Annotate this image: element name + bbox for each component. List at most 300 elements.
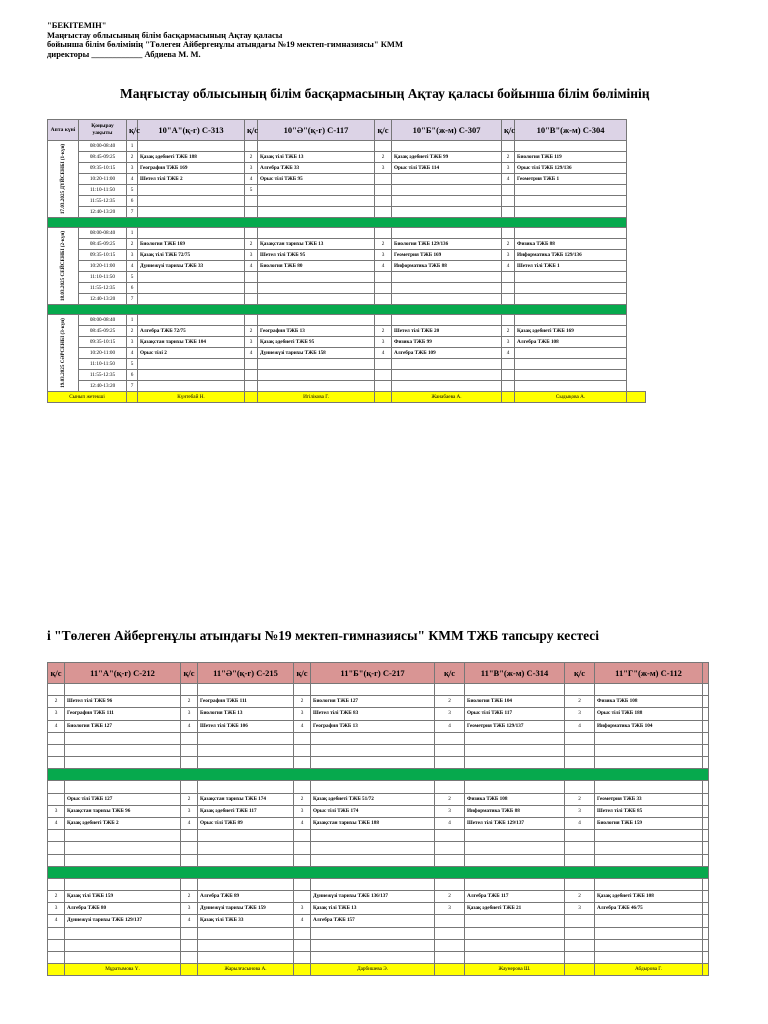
lesson-number: 2	[48, 890, 65, 902]
lesson-number	[375, 294, 392, 305]
lesson-number	[181, 951, 198, 963]
table-row	[48, 720, 709, 732]
lesson-number: 2	[375, 326, 392, 337]
day-label: 17.03.2025 ДҮЙСЕНБІ (1-күн)	[60, 143, 66, 215]
lesson-number-header: қ/с	[565, 663, 595, 684]
lesson-number	[565, 781, 595, 793]
table-row	[48, 283, 646, 294]
lesson-cell	[258, 272, 375, 283]
table-row	[48, 315, 646, 326]
lesson-number: 4	[375, 348, 392, 359]
signature-spacer	[435, 964, 465, 976]
lesson-number	[375, 196, 392, 207]
lesson-number: 2	[245, 239, 258, 250]
lesson-cell	[465, 732, 565, 744]
signature-spacer	[127, 392, 138, 403]
day-column-header: Апта күні	[48, 120, 79, 141]
lesson-number	[294, 757, 311, 769]
lesson-cell: Биология ТЖБ 104	[465, 696, 565, 708]
signature-spacer	[181, 964, 198, 976]
lesson-cell	[198, 927, 294, 939]
class-header: 11"В"(ж-м) С-314	[465, 663, 565, 684]
lesson-cell	[65, 830, 181, 842]
lesson-cell: Шетел тілі ТЖБ 129/137	[465, 817, 565, 829]
class-teacher-name: Жаунерова Ш.	[465, 964, 565, 976]
lesson-cell	[138, 283, 245, 294]
lesson-cell	[311, 744, 435, 756]
lesson-number: 2	[435, 696, 465, 708]
lesson-number-header: қ/с	[502, 120, 515, 141]
lesson-number	[48, 842, 65, 854]
bell-time-header: Қоңырау уақыты	[79, 120, 127, 141]
lesson-number	[375, 228, 392, 239]
lesson-cell	[465, 781, 565, 793]
lesson-number	[502, 370, 515, 381]
lesson-number	[565, 830, 595, 842]
lesson-cell	[198, 939, 294, 951]
lesson-cell: Қазақ тілі ТЖБ 13	[258, 152, 375, 163]
lesson-cell	[595, 878, 703, 890]
lesson-cell: Биология ТЖБ 127	[65, 720, 181, 732]
lesson-number: 3	[565, 708, 595, 720]
edge-cell	[703, 927, 709, 939]
lesson-number	[502, 272, 515, 283]
lesson-number	[502, 141, 515, 152]
lesson-number: 2	[127, 326, 138, 337]
edge-cell	[703, 964, 709, 976]
lesson-number: 3	[294, 805, 311, 817]
table-row	[48, 951, 709, 963]
lesson-cell	[65, 927, 181, 939]
lesson-number	[565, 939, 595, 951]
lesson-number: 4	[181, 817, 198, 829]
table-row	[48, 757, 709, 769]
lesson-number: 4	[435, 817, 465, 829]
lesson-number	[565, 951, 595, 963]
lesson-cell: Шетел тілі ТЖБ 20	[392, 326, 502, 337]
table-row	[48, 163, 646, 174]
edge-cell	[703, 805, 709, 817]
lesson-cell	[515, 370, 627, 381]
lesson-number: 2	[294, 696, 311, 708]
table-row	[48, 207, 646, 218]
lesson-number: 2	[181, 793, 198, 805]
lesson-cell	[392, 294, 502, 305]
lesson-cell	[515, 207, 627, 218]
lesson-cell: Қазақ әдебиеті ТЖБ 21	[465, 903, 565, 915]
lesson-number: 2	[375, 152, 392, 163]
day-separator-row	[48, 305, 646, 315]
bell-time: 10:20-11:00	[79, 174, 127, 185]
lesson-cell: География ТЖБ 111	[65, 708, 181, 720]
lesson-number	[435, 854, 465, 866]
lesson-number	[48, 830, 65, 842]
lesson-cell	[198, 830, 294, 842]
lesson-cell: Информатика ТЖБ 88	[392, 261, 502, 272]
lesson-cell: Биология ТЖБ 129/136	[392, 239, 502, 250]
lesson-number: 3	[181, 805, 198, 817]
lesson-cell	[515, 359, 627, 370]
lesson-number	[294, 830, 311, 842]
lesson-number: 4	[127, 174, 138, 185]
signature-spacer	[48, 964, 65, 976]
lesson-cell	[595, 684, 703, 696]
lesson-cell: Дүниежүзі тарихы ТЖБ 136/137	[311, 890, 435, 902]
lesson-number	[245, 272, 258, 283]
lesson-cell: Қазақстан тарихы ТЖБ 104	[138, 337, 245, 348]
lesson-cell	[138, 185, 245, 196]
lesson-number: 3	[127, 163, 138, 174]
lesson-cell	[311, 757, 435, 769]
lesson-number	[435, 915, 465, 927]
lesson-number: 4	[502, 261, 515, 272]
lesson-number: 2	[294, 793, 311, 805]
lesson-cell	[392, 185, 502, 196]
lesson-cell	[258, 315, 375, 326]
edge-cell	[703, 732, 709, 744]
lesson-cell: Шетел тілі ТЖБ 95	[258, 250, 375, 261]
lesson-number	[375, 174, 392, 185]
lesson-number	[245, 228, 258, 239]
lesson-number: 4	[502, 174, 515, 185]
lesson-number	[245, 141, 258, 152]
lesson-cell	[392, 359, 502, 370]
table-row	[48, 696, 709, 708]
separator-cell	[48, 769, 709, 781]
lesson-number	[375, 141, 392, 152]
lesson-cell	[311, 684, 435, 696]
class-header: 10"А"(қ-г) С-313	[138, 120, 245, 141]
lesson-cell	[138, 381, 245, 392]
lesson-cell	[311, 781, 435, 793]
bell-time: 11:10-11:50	[79, 359, 127, 370]
table-row	[48, 326, 646, 337]
lesson-cell: Биология ТЖБ 169	[138, 239, 245, 250]
class-teacher-name: Дарбишева Э.	[311, 964, 435, 976]
lesson-number: 3	[294, 708, 311, 720]
class-header: 11"Б"(қ-г) С-217	[311, 663, 435, 684]
lesson-cell	[258, 381, 375, 392]
day-label-cell	[48, 228, 79, 305]
class-header: 11"Ә"(қ-г) С-215	[198, 663, 294, 684]
edge-cell	[703, 696, 709, 708]
lesson-cell: Шетел тілі ТЖБ 83	[311, 708, 435, 720]
lesson-number	[294, 890, 311, 902]
lesson-cell: Шетел тілі ТЖБ 96	[65, 696, 181, 708]
lesson-cell: Шетел тілі ТЖБ 85	[595, 805, 703, 817]
lesson-number	[48, 757, 65, 769]
lesson-cell	[465, 915, 565, 927]
lesson-number: 7	[127, 207, 138, 218]
bell-time: 11:10-11:50	[79, 185, 127, 196]
table-row	[48, 141, 646, 152]
lesson-cell: Алгебра ТЖБ 89	[198, 890, 294, 902]
table-row	[48, 261, 646, 272]
lesson-cell	[258, 207, 375, 218]
lesson-number	[294, 744, 311, 756]
lesson-cell	[465, 830, 565, 842]
edge-cell	[703, 939, 709, 951]
lesson-cell: Алгебра ТЖБ 46/75	[595, 903, 703, 915]
table-row	[48, 830, 709, 842]
lesson-cell	[595, 781, 703, 793]
edge-cell	[703, 781, 709, 793]
schedule-title-part2: і "Төлеген Айбергенұлы атындағы №19 мектеп-гимназиясы" КММ ТЖБ тапсыру кестесі	[47, 628, 599, 643]
lesson-cell	[515, 228, 627, 239]
lesson-cell: Орыс тілі ТЖБ 114	[392, 163, 502, 174]
lesson-cell: Информатика ТЖБ 129/136	[515, 250, 627, 261]
lesson-cell	[465, 757, 565, 769]
table-row	[48, 381, 646, 392]
lesson-cell	[311, 854, 435, 866]
lesson-number: 3	[48, 805, 65, 817]
lesson-cell: Дүниежүзі тарихы ТЖБ 159	[198, 903, 294, 915]
lesson-number	[181, 878, 198, 890]
lesson-number: 1	[127, 315, 138, 326]
lesson-cell: Биология ТЖБ 80	[258, 261, 375, 272]
lesson-number: 6	[127, 196, 138, 207]
lesson-cell: Информатика ТЖБ 104	[595, 720, 703, 732]
table-row	[48, 294, 646, 305]
lesson-cell	[465, 939, 565, 951]
lesson-number	[294, 939, 311, 951]
lesson-number: 2	[565, 793, 595, 805]
table-row	[48, 174, 646, 185]
lesson-cell	[138, 207, 245, 218]
lesson-number	[502, 207, 515, 218]
lesson-cell	[595, 939, 703, 951]
lesson-cell	[258, 196, 375, 207]
lesson-cell	[595, 842, 703, 854]
lesson-number	[502, 196, 515, 207]
edge-cell	[703, 744, 709, 756]
lesson-cell	[198, 744, 294, 756]
lesson-number: 4	[245, 348, 258, 359]
schedule-title-part1: Маңғыстау облысының білім басқармасының Ақтау қаласы бойынша білім бөлімінің	[120, 86, 650, 101]
table-row	[48, 817, 709, 829]
lesson-cell	[465, 951, 565, 963]
table-row	[48, 793, 709, 805]
lesson-number	[48, 781, 65, 793]
edge-cell	[703, 720, 709, 732]
lesson-number: 3	[502, 250, 515, 261]
table-row	[48, 370, 646, 381]
lesson-number: 4	[127, 261, 138, 272]
lesson-cell	[138, 272, 245, 283]
lesson-number: 4	[245, 261, 258, 272]
lesson-number	[48, 939, 65, 951]
lesson-cell	[138, 359, 245, 370]
lesson-cell	[258, 370, 375, 381]
lesson-number: 3	[502, 337, 515, 348]
lesson-number: 4	[48, 915, 65, 927]
lesson-cell	[198, 854, 294, 866]
lesson-cell: Алгебра ТЖБ 157	[311, 915, 435, 927]
lesson-number	[565, 854, 595, 866]
lesson-cell: Орыс тілі 2	[138, 348, 245, 359]
lesson-cell: Қазақстан тарихы ТЖБ 174	[198, 793, 294, 805]
lesson-cell	[65, 951, 181, 963]
lesson-cell: Қазақстан тарихы ТЖБ 96	[65, 805, 181, 817]
edge-cell	[703, 684, 709, 696]
lesson-number	[375, 381, 392, 392]
lesson-number-header: қ/с	[245, 120, 258, 141]
separator-cell	[48, 866, 709, 878]
signature-row	[48, 964, 709, 976]
lesson-cell	[392, 141, 502, 152]
lesson-number: 3	[245, 337, 258, 348]
bell-time: 08:45-09:25	[79, 239, 127, 250]
lesson-cell	[198, 842, 294, 854]
lesson-number: 4	[181, 720, 198, 732]
approval-line: бойынша білім бөлімінің "Төлеген Айбергенұлы атындағы №19 мектеп-гимназиясы" КММ	[47, 39, 403, 49]
table-row	[48, 854, 709, 866]
lesson-cell: Биология ТЖБ 159	[595, 817, 703, 829]
lesson-number-header: қ/с	[294, 663, 311, 684]
bell-time: 09:35-10:15	[79, 163, 127, 174]
lesson-number: 3	[435, 805, 465, 817]
lesson-cell	[311, 951, 435, 963]
lesson-number	[565, 684, 595, 696]
lesson-number	[245, 315, 258, 326]
lesson-cell: Орыс тілі ТЖБ 129/136	[515, 163, 627, 174]
lesson-number: 3	[48, 903, 65, 915]
lesson-number	[181, 830, 198, 842]
lesson-number	[502, 381, 515, 392]
lesson-cell	[311, 939, 435, 951]
schedule-table-grade10	[47, 119, 646, 403]
lesson-cell: Қазақ әдебиеті ТЖБ 95	[258, 337, 375, 348]
lesson-cell	[65, 878, 181, 890]
header-row	[48, 120, 646, 141]
lesson-number	[565, 757, 595, 769]
lesson-number: 5	[245, 185, 258, 196]
lesson-number	[245, 370, 258, 381]
class-header: 10"Ә"(қ-г) С-117	[258, 120, 375, 141]
lesson-number	[294, 951, 311, 963]
lesson-number: 2	[435, 890, 465, 902]
bell-time: 10:20-11:00	[79, 261, 127, 272]
lesson-number	[181, 744, 198, 756]
lesson-number: 5	[127, 359, 138, 370]
lesson-number	[181, 757, 198, 769]
bell-time: 08:00-08:40	[79, 141, 127, 152]
lesson-cell	[65, 732, 181, 744]
lesson-cell: Қазақ тілі ТЖБ 72/75	[138, 250, 245, 261]
lesson-cell	[515, 283, 627, 294]
lesson-cell	[595, 757, 703, 769]
lesson-cell	[515, 381, 627, 392]
table-row	[48, 196, 646, 207]
lesson-cell	[65, 842, 181, 854]
lesson-cell	[392, 228, 502, 239]
table-row	[48, 842, 709, 854]
lesson-cell	[258, 185, 375, 196]
lesson-cell: Геометрия ТЖБ 33	[595, 793, 703, 805]
table-row	[48, 732, 709, 744]
class-header: 11"Г"(ж-м) С-112	[595, 663, 703, 684]
edge-cell	[703, 793, 709, 805]
table-row	[48, 878, 709, 890]
lesson-number: 3	[565, 805, 595, 817]
lesson-cell	[595, 854, 703, 866]
table-row	[48, 185, 646, 196]
bell-time: 12:40-13:20	[79, 381, 127, 392]
lesson-cell: Физика ТЖБ 108	[595, 696, 703, 708]
bell-time: 11:55-12:35	[79, 283, 127, 294]
lesson-cell	[138, 196, 245, 207]
lesson-number: 3	[48, 708, 65, 720]
lesson-number: 2	[245, 326, 258, 337]
lesson-cell: География ТЖБ 13	[311, 720, 435, 732]
signature-label: Сынып жетекші	[48, 392, 127, 403]
lesson-cell: Орыс тілі ТЖБ 127	[65, 793, 181, 805]
lesson-cell	[595, 732, 703, 744]
class-header: 10"Б"(ж-м) С-307	[392, 120, 502, 141]
lesson-number: 2	[48, 696, 65, 708]
signature-spacer	[565, 964, 595, 976]
lesson-number	[48, 732, 65, 744]
lesson-number	[435, 781, 465, 793]
lesson-number	[565, 732, 595, 744]
day-label-cell	[48, 141, 79, 218]
lesson-cell	[65, 781, 181, 793]
lesson-cell	[198, 878, 294, 890]
bell-time: 08:45-09:25	[79, 152, 127, 163]
lesson-cell	[65, 744, 181, 756]
lesson-number	[565, 927, 595, 939]
lesson-cell	[138, 370, 245, 381]
table-row	[48, 152, 646, 163]
lesson-cell	[465, 842, 565, 854]
edge-cell	[703, 854, 709, 866]
lesson-number	[245, 196, 258, 207]
lesson-number: 2	[502, 326, 515, 337]
lesson-number: 3	[245, 163, 258, 174]
lesson-number: 4	[294, 720, 311, 732]
bell-time: 10:20-11:00	[79, 348, 127, 359]
edge-cell	[703, 663, 709, 684]
table-row	[48, 228, 646, 239]
bell-time: 12:40-13:20	[79, 294, 127, 305]
bell-time: 09:35-10:15	[79, 337, 127, 348]
lesson-cell: Орыс тілі ТЖБ 117	[465, 708, 565, 720]
lesson-cell	[595, 830, 703, 842]
bell-time: 08:00-08:40	[79, 315, 127, 326]
lesson-cell: Қазақ әдебиеті ТЖБ 108	[595, 890, 703, 902]
lesson-number: 2	[565, 890, 595, 902]
lesson-number	[48, 854, 65, 866]
lesson-number: 3	[181, 903, 198, 915]
lesson-number: 3	[375, 250, 392, 261]
lesson-cell: География ТЖБ 169	[138, 163, 245, 174]
edge-cell	[703, 915, 709, 927]
lesson-number	[565, 744, 595, 756]
lesson-cell: Қазақ тілі ТЖБ 13	[311, 903, 435, 915]
lesson-number: 2	[245, 152, 258, 163]
lesson-number	[181, 732, 198, 744]
table-row	[48, 890, 709, 902]
signature-spacer	[627, 392, 646, 403]
lesson-number	[502, 185, 515, 196]
lesson-cell: Дүниежүзі тарихы ТЖБ 158	[258, 348, 375, 359]
lesson-cell	[392, 283, 502, 294]
lesson-number	[502, 315, 515, 326]
lesson-cell	[515, 272, 627, 283]
signature-spacer	[375, 392, 392, 403]
lesson-number	[245, 283, 258, 294]
lesson-number: 3	[245, 250, 258, 261]
